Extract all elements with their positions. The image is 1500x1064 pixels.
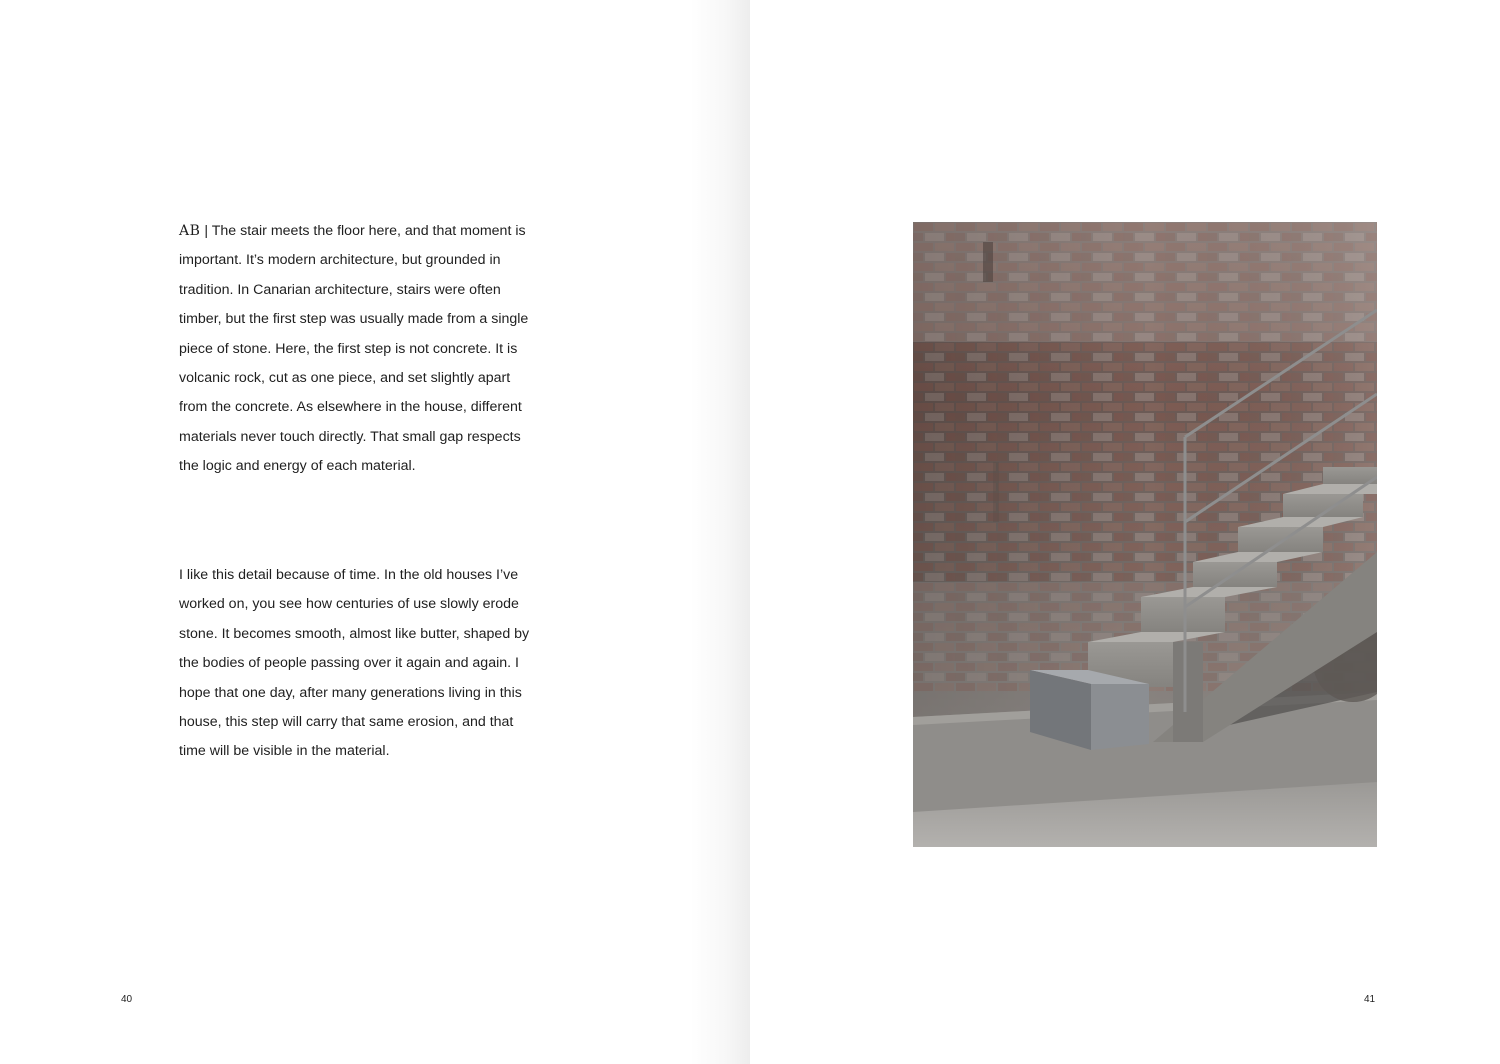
right-page bbox=[750, 0, 1500, 1064]
speaker-separator: | bbox=[200, 223, 212, 239]
speaker-initials: AB bbox=[179, 223, 201, 239]
page-number-left: 40 bbox=[121, 994, 133, 1005]
interview-paragraph-1 bbox=[179, 217, 539, 482]
gutter-shadow bbox=[690, 0, 750, 1064]
paragraph-1-text: The stair meets the floor here, and that moment is important. It’s modern architecture, but grounded in tradition. In Canarian architecture, stairs were often timber, but the first step was usually made from a single piece of stone. Here, the first step is not concrete. It is volcanic rock, cut as one piece, and set slightly apart from the concrete. As elsewhere in the house, different materials never touch directly. That small gap respects the logic and energy of each material. bbox=[179, 223, 529, 475]
page-number-right: 41 bbox=[1364, 994, 1376, 1005]
paragraph-2-text: I like this detail because of time. In the old houses I’ve worked on, you see how centuries of use slowly erode stone. It becomes smooth, almost like butter, shaped by the bodies of people passing over it again and again. I hope that one day, after many generations living in this house, this step will carry that same erosion, and that time will be visible in the material. bbox=[179, 567, 530, 760]
photo-brick-wall-concrete-stair bbox=[913, 222, 1377, 847]
stair-photo bbox=[913, 222, 1377, 847]
interview-paragraph-2 bbox=[179, 561, 539, 767]
